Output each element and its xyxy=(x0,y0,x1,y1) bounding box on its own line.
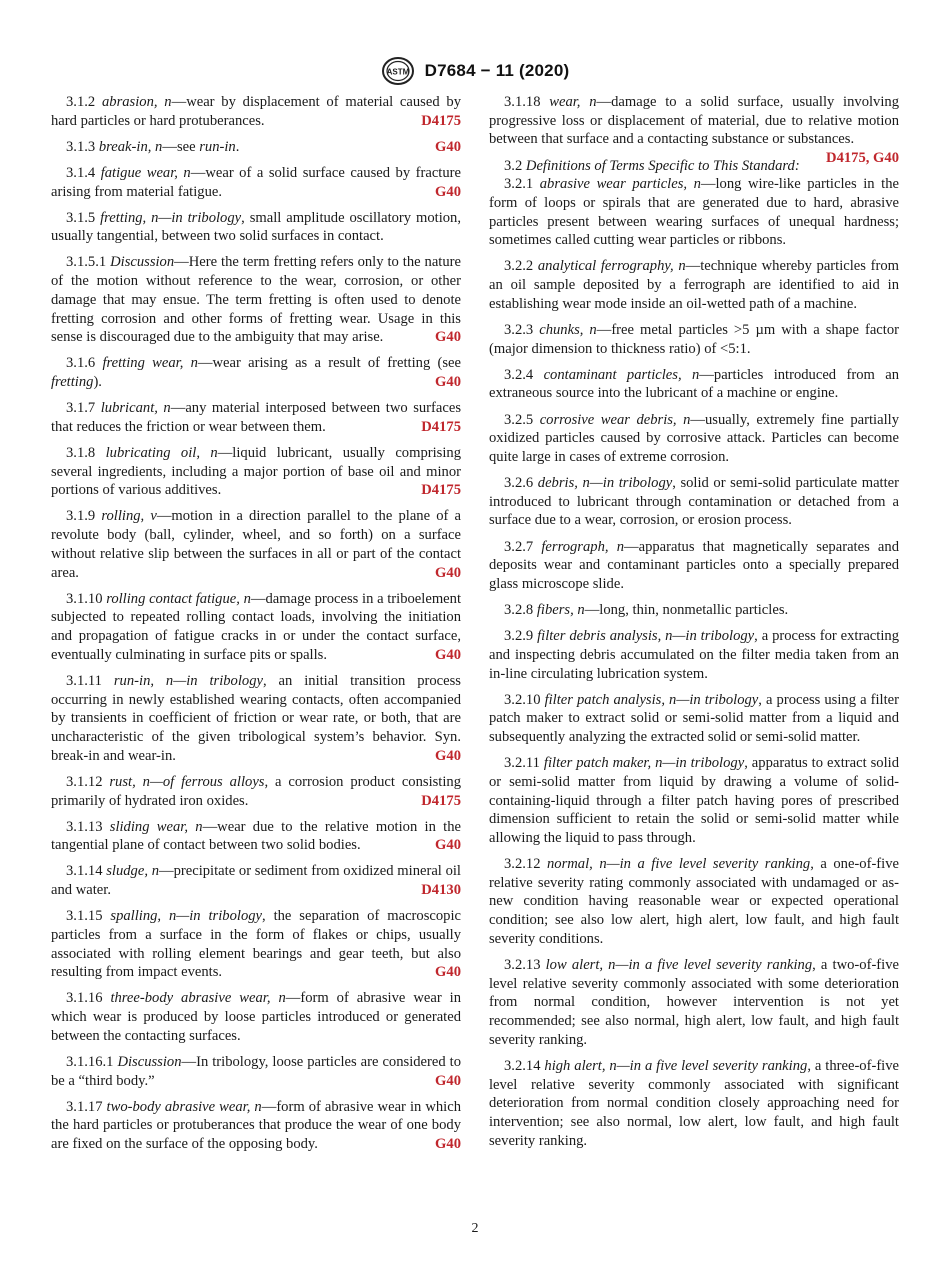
entry-number: 3.2.11 xyxy=(504,755,540,772)
entry-body: —motion in a direction parallel to the plane of a revolute body (ball, cylinder, wheel, and so forth) on a surface without relative slip between the surfaces in all or part of the contact area. xyxy=(51,508,462,581)
entry-term: Discussion xyxy=(117,1053,182,1070)
entry-body: —particles introduced from an extraneous source into the lubricant of a machine or engine. xyxy=(489,366,899,402)
definition-entry xyxy=(51,507,461,582)
reference-link[interactable]: D4175, G40 xyxy=(826,150,899,167)
entry-body: —form of abrasive wear in which wear is produced by loose particles introduced or generated between the contacting surfaces. xyxy=(51,990,461,1044)
definition-entry xyxy=(489,601,899,620)
entry-number: 3.1.4 xyxy=(66,164,96,181)
entry-body: —any material interposed between two surfaces that reduces the friction or wear between them. xyxy=(51,400,461,435)
entry-body: , a one-of-five relative severity rating commonly associated with undamaged or as-new condition having reasonable wear or expected operational condition; see also low alert, high alert, low fault, and high fault severity conditions. xyxy=(489,856,899,947)
reference-link[interactable]: D4175 xyxy=(421,792,461,809)
definition-entry xyxy=(51,444,461,500)
reference-link[interactable]: D4175 xyxy=(421,482,461,499)
entry-body: —long wire-like particles in the form of loops or spirals that are generated due to hard, abrasive particles present between wearing surfaces of unequal hardness; sometimes called cutting wear particles or ribbons. xyxy=(489,176,899,249)
document-designation: D7684 − 11 (2020) xyxy=(424,61,570,80)
entry-body: —wear of a solid surface caused by fracture arising from material fatigue. xyxy=(51,164,461,200)
entry-number: 3.1.8 xyxy=(66,444,96,461)
reference-link[interactable]: G40 xyxy=(435,374,461,391)
reference-link[interactable]: D4130 xyxy=(421,882,461,899)
entry-body: , a process using a filter patch maker to extract solid or semi-solid matter from a liquid and subsequently analyzing the extracted solid or semi-solid matter. xyxy=(489,691,899,745)
definition-entry xyxy=(51,164,461,201)
entry-number: 3.2.4 xyxy=(504,366,534,383)
entry-number: 3.1.2 xyxy=(66,94,96,110)
entry-term: ferrograph, n xyxy=(541,538,624,555)
entry-term: fatigue wear, n xyxy=(100,164,191,181)
entry-number: 3.1.15 xyxy=(66,908,103,925)
entry-number: 3.1.6 xyxy=(66,355,96,372)
definition-entry xyxy=(51,773,461,810)
reference-link[interactable]: D4175 xyxy=(421,112,461,129)
definition-entry xyxy=(51,818,461,855)
definition-entry xyxy=(489,175,899,250)
entry-body: —apparatus that magnetically separates and deposits wear and contaminant particles onto a specially prepared glass microscope slide. xyxy=(489,538,899,592)
reference-link[interactable]: G40 xyxy=(435,564,461,581)
entry-body: —usually, extremely fine partially oxidized particles caused by corrosive attack. Particles can become quite large in cases of extreme corrosion. xyxy=(489,411,899,465)
entry-term: corrosive wear debris, n xyxy=(539,411,691,428)
definition-entry xyxy=(489,627,899,683)
entry-term: run-in, n—in tribology xyxy=(113,672,263,689)
page-number: 2 xyxy=(471,1221,479,1236)
reference-link[interactable]: G40 xyxy=(435,837,461,854)
entry-number: 3.1.13 xyxy=(66,818,103,835)
definition-entry xyxy=(489,366,899,403)
definition-entry xyxy=(51,590,461,665)
entry-number: 3.2.3 xyxy=(504,321,534,338)
entry-term: two-body abrasive wear, n xyxy=(106,1098,262,1115)
entry-body: , solid or semi-solid particulate matter introduced to lubricant through contamination or detached from a surface due to a wear, corrosion, or erosion process. xyxy=(489,475,899,529)
entry-term: wear, n xyxy=(549,94,597,110)
entry-term: rolling contact fatigue, n xyxy=(106,590,251,607)
entry-number: 3.1.18 xyxy=(504,94,541,110)
entry-term: rust, n—of ferrous alloys xyxy=(109,773,265,790)
entry-term: spalling, n—in tribology xyxy=(110,908,263,925)
definition-entry xyxy=(51,354,461,391)
entry-body: , an initial transition process occurring in newly established wearing contacts, often accompanied by transients in coefficient of friction or wear rate, or both, that are uncharacteristic of the given tribological system’s behavior. Syn. break-in and wear-in. xyxy=(51,672,461,764)
entry-term: lubricant, n xyxy=(100,400,171,417)
entry-body: —free metal particles >5 µm with a shape factor (major dimension to thickness ratio) of <5:1. xyxy=(489,321,899,357)
definition-entry xyxy=(489,691,899,747)
entry-number: 3.2.10 xyxy=(504,691,541,708)
reference-link[interactable]: G40 xyxy=(435,747,461,764)
entry-term: lubricating oil, n xyxy=(105,444,218,461)
entry-body: —damage to a solid surface, usually involving progressive loss or displacement of material, due to relative motion between that surface and a contacting substance or substances. xyxy=(489,94,900,148)
entry-number: 3.2.1 xyxy=(504,176,534,193)
entry-number: 3.1.5.1 xyxy=(66,254,107,271)
definition-entry xyxy=(51,253,461,347)
entry-term: fibers, n xyxy=(536,602,585,618)
definition-entry xyxy=(51,93,461,130)
entry-body: —precipitate or sediment from oxidized mineral oil and water. xyxy=(51,863,461,899)
astm-logo-text: ASTM xyxy=(386,67,409,77)
entry-term: rolling, v xyxy=(101,508,157,525)
definition-entry xyxy=(51,907,461,982)
definition-entry xyxy=(51,138,461,157)
entry-body: , the separation of macroscopic particles from a surface in the form of flakes or chips, usually associated with rolling element bearings and gear teeth, but also resulting from impact events. xyxy=(51,908,461,981)
definition-entry xyxy=(489,321,899,358)
entry-body: —Here the term fretting refers only to the nature of the motion without reference to the wear, corrosion, or other damage that may ensue. The term fretting is often used to denote fretting corrosion and other forms of fretting wear. Usage in this sense is discouraged due to the ambiguity that may arise. xyxy=(51,254,461,346)
entry-number: 3.2.2 xyxy=(504,258,534,275)
left-column xyxy=(51,93,461,1161)
entry-number: 3.1.16.1 xyxy=(66,1053,114,1070)
entry-term: chunks, n xyxy=(539,321,597,338)
entry-term: abrasion, n xyxy=(101,94,172,110)
entry-term: high alert, n—in a five level severity ranking xyxy=(544,1057,808,1074)
entry-number: 3.2.5 xyxy=(504,411,534,428)
entry-body: —damage process in a triboelement subjected to repeated rolling contact loads, involving the initiation and propagation of fatigue cracks in or under the contact surface, eventually culminating in surface pits or spalls. xyxy=(51,590,461,663)
entry-tail: ). xyxy=(93,374,102,391)
reference-link[interactable]: G40 xyxy=(435,964,461,981)
entry-body: —see xyxy=(162,138,200,155)
reference-link[interactable]: G40 xyxy=(435,138,461,155)
entry-term: fretting wear, n xyxy=(102,355,198,372)
entry-number: 3.2.14 xyxy=(504,1057,541,1074)
entry-number: 3.1.16 xyxy=(66,990,103,1007)
entry-term: normal, n—in a five level severity ranking xyxy=(547,856,811,872)
entry-term: break-in, n xyxy=(98,138,163,155)
entry-number: 3.1.7 xyxy=(66,400,96,417)
definition-entry xyxy=(51,862,461,899)
entry-term: fretting, n—in tribology xyxy=(100,209,242,226)
entry-term: contaminant particles, n xyxy=(543,366,700,383)
definition-entry xyxy=(51,989,461,1045)
entry-term: abrasive wear particles, n xyxy=(539,176,701,193)
entry-number: 3.1.14 xyxy=(66,863,103,880)
page-header xyxy=(0,56,950,86)
reference-link[interactable]: G40 xyxy=(435,183,461,200)
entry-body: —wear due to the relative motion in the tangential plane of contact between two solid bodies. xyxy=(51,818,461,854)
entry-body: —In tribology, loose particles are considered to be a “third body.” xyxy=(51,1053,462,1089)
entry-number: 3.2.8 xyxy=(504,602,534,618)
entry-body: —wear by displacement of material caused by hard particles or hard protuberances. xyxy=(51,94,461,129)
entry-term: Discussion xyxy=(110,254,175,271)
entry-body: —long, thin, nonmetallic particles. xyxy=(584,602,789,618)
entry-number: 3.1.5 xyxy=(66,209,96,226)
entry-cross-ref: fretting xyxy=(51,374,94,391)
entry-term: sludge, n xyxy=(106,863,159,880)
definition-entry xyxy=(51,1098,461,1154)
reference-link[interactable]: G40 xyxy=(435,1072,461,1089)
entry-number: 3.1.11 xyxy=(66,672,102,689)
definition-entry xyxy=(489,257,899,313)
entry-number: 3.2.7 xyxy=(504,538,534,555)
entry-number: 3.1.17 xyxy=(66,1098,103,1115)
definition-entry xyxy=(489,956,899,1050)
entry-body: , a process for extracting and inspecting debris accumulated on the filter media taken from an in-line circulating lubrication system. xyxy=(489,628,899,682)
definition-entry xyxy=(51,399,461,436)
entry-term: analytical ferrography, n xyxy=(537,258,686,275)
reference-link[interactable]: G40 xyxy=(435,646,461,663)
entry-cross-ref: run-in xyxy=(199,138,236,155)
entry-body: —technique whereby particles from an oil sample deposited by a ferrograph are identified to aid in establishing wear mode inside an oil-wetted path of a machine. xyxy=(489,258,899,312)
entry-body: —form of abrasive wear in which the hard particles or protuberances that produce the wear of one body are fixed on the surface of the opposing body. xyxy=(51,1098,461,1153)
entry-body: —liquid lubricant, usually comprising several ingredients, including a major portion of base oil and minor portions of various additives. xyxy=(51,444,461,499)
entry-term: three-body abrasive wear, n xyxy=(110,990,286,1007)
definition-entry xyxy=(51,209,461,246)
right-column xyxy=(489,93,899,1158)
entry-number: 3.2.12 xyxy=(504,856,541,872)
entry-number: 3.2 xyxy=(504,157,523,174)
definition-entry xyxy=(51,672,461,766)
definition-entry xyxy=(489,855,899,949)
definition-entry xyxy=(489,411,899,467)
entry-body: , a corrosion product consisting primarily of hydrated iron oxides. xyxy=(51,773,462,809)
entry-number: 3.1.10 xyxy=(66,590,103,607)
entry-number: 3.1.9 xyxy=(66,508,96,525)
entry-number: 3.2.9 xyxy=(504,628,534,645)
astm-logo-icon xyxy=(381,56,415,86)
definition-entry xyxy=(489,754,899,848)
definition-entry xyxy=(51,1053,461,1090)
entry-body: , apparatus to extract solid or semi-solid matter from liquid by drawing a volume of solid-containing-liquid through a filter patch having pores of prescribed dimension sufficient to retain the solid or semi-solid matter while allowing the liquid to pass through. xyxy=(489,755,900,846)
definition-entry xyxy=(489,474,899,530)
reference-link[interactable]: D4175 xyxy=(421,418,461,435)
entry-number: 3.2.6 xyxy=(504,475,534,491)
definition-entry xyxy=(489,1057,899,1151)
entry-number: 3.1.12 xyxy=(66,773,103,790)
entry-term: sliding wear, n xyxy=(109,818,203,835)
entry-term: Definitions of Terms Specific to This Standard: xyxy=(525,157,800,174)
entry-body: , a three-of-five level relative severity commonly associated with significant deterioration from normal condition closely approaching need for intervention; see also normal, low alert, low fault, and high fault severity ranking. xyxy=(489,1057,900,1149)
entry-number: 3.1.3 xyxy=(66,138,96,155)
entry-body: , small amplitude oscillatory motion, usually tangential, between two solid surfaces in contact. xyxy=(51,209,461,245)
entry-term: filter patch analysis, n—in tribology xyxy=(544,691,759,708)
entry-term: filter debris analysis, n—in tribology xyxy=(537,628,755,645)
reference-link[interactable]: G40 xyxy=(435,1136,461,1153)
entry-tail: . xyxy=(235,138,240,155)
entry-term: debris, n—in tribology xyxy=(537,475,673,491)
entry-term: filter patch maker, n—in tribology xyxy=(543,755,745,772)
entry-body: , a two-of-five level relative severity commonly associated with some deterioration from normal condition, however intervention is not yet recommended; see also normal, high alert, low fault, and high fault severity ranking. xyxy=(489,956,900,1048)
definition-entry xyxy=(489,538,899,594)
entry-term: low alert, n—in a five level severity ranking xyxy=(545,956,813,973)
reference-link[interactable]: G40 xyxy=(435,329,461,346)
entry-number: 3.2.13 xyxy=(504,956,541,973)
entry-body: —wear arising as a result of fretting (see xyxy=(197,355,461,372)
